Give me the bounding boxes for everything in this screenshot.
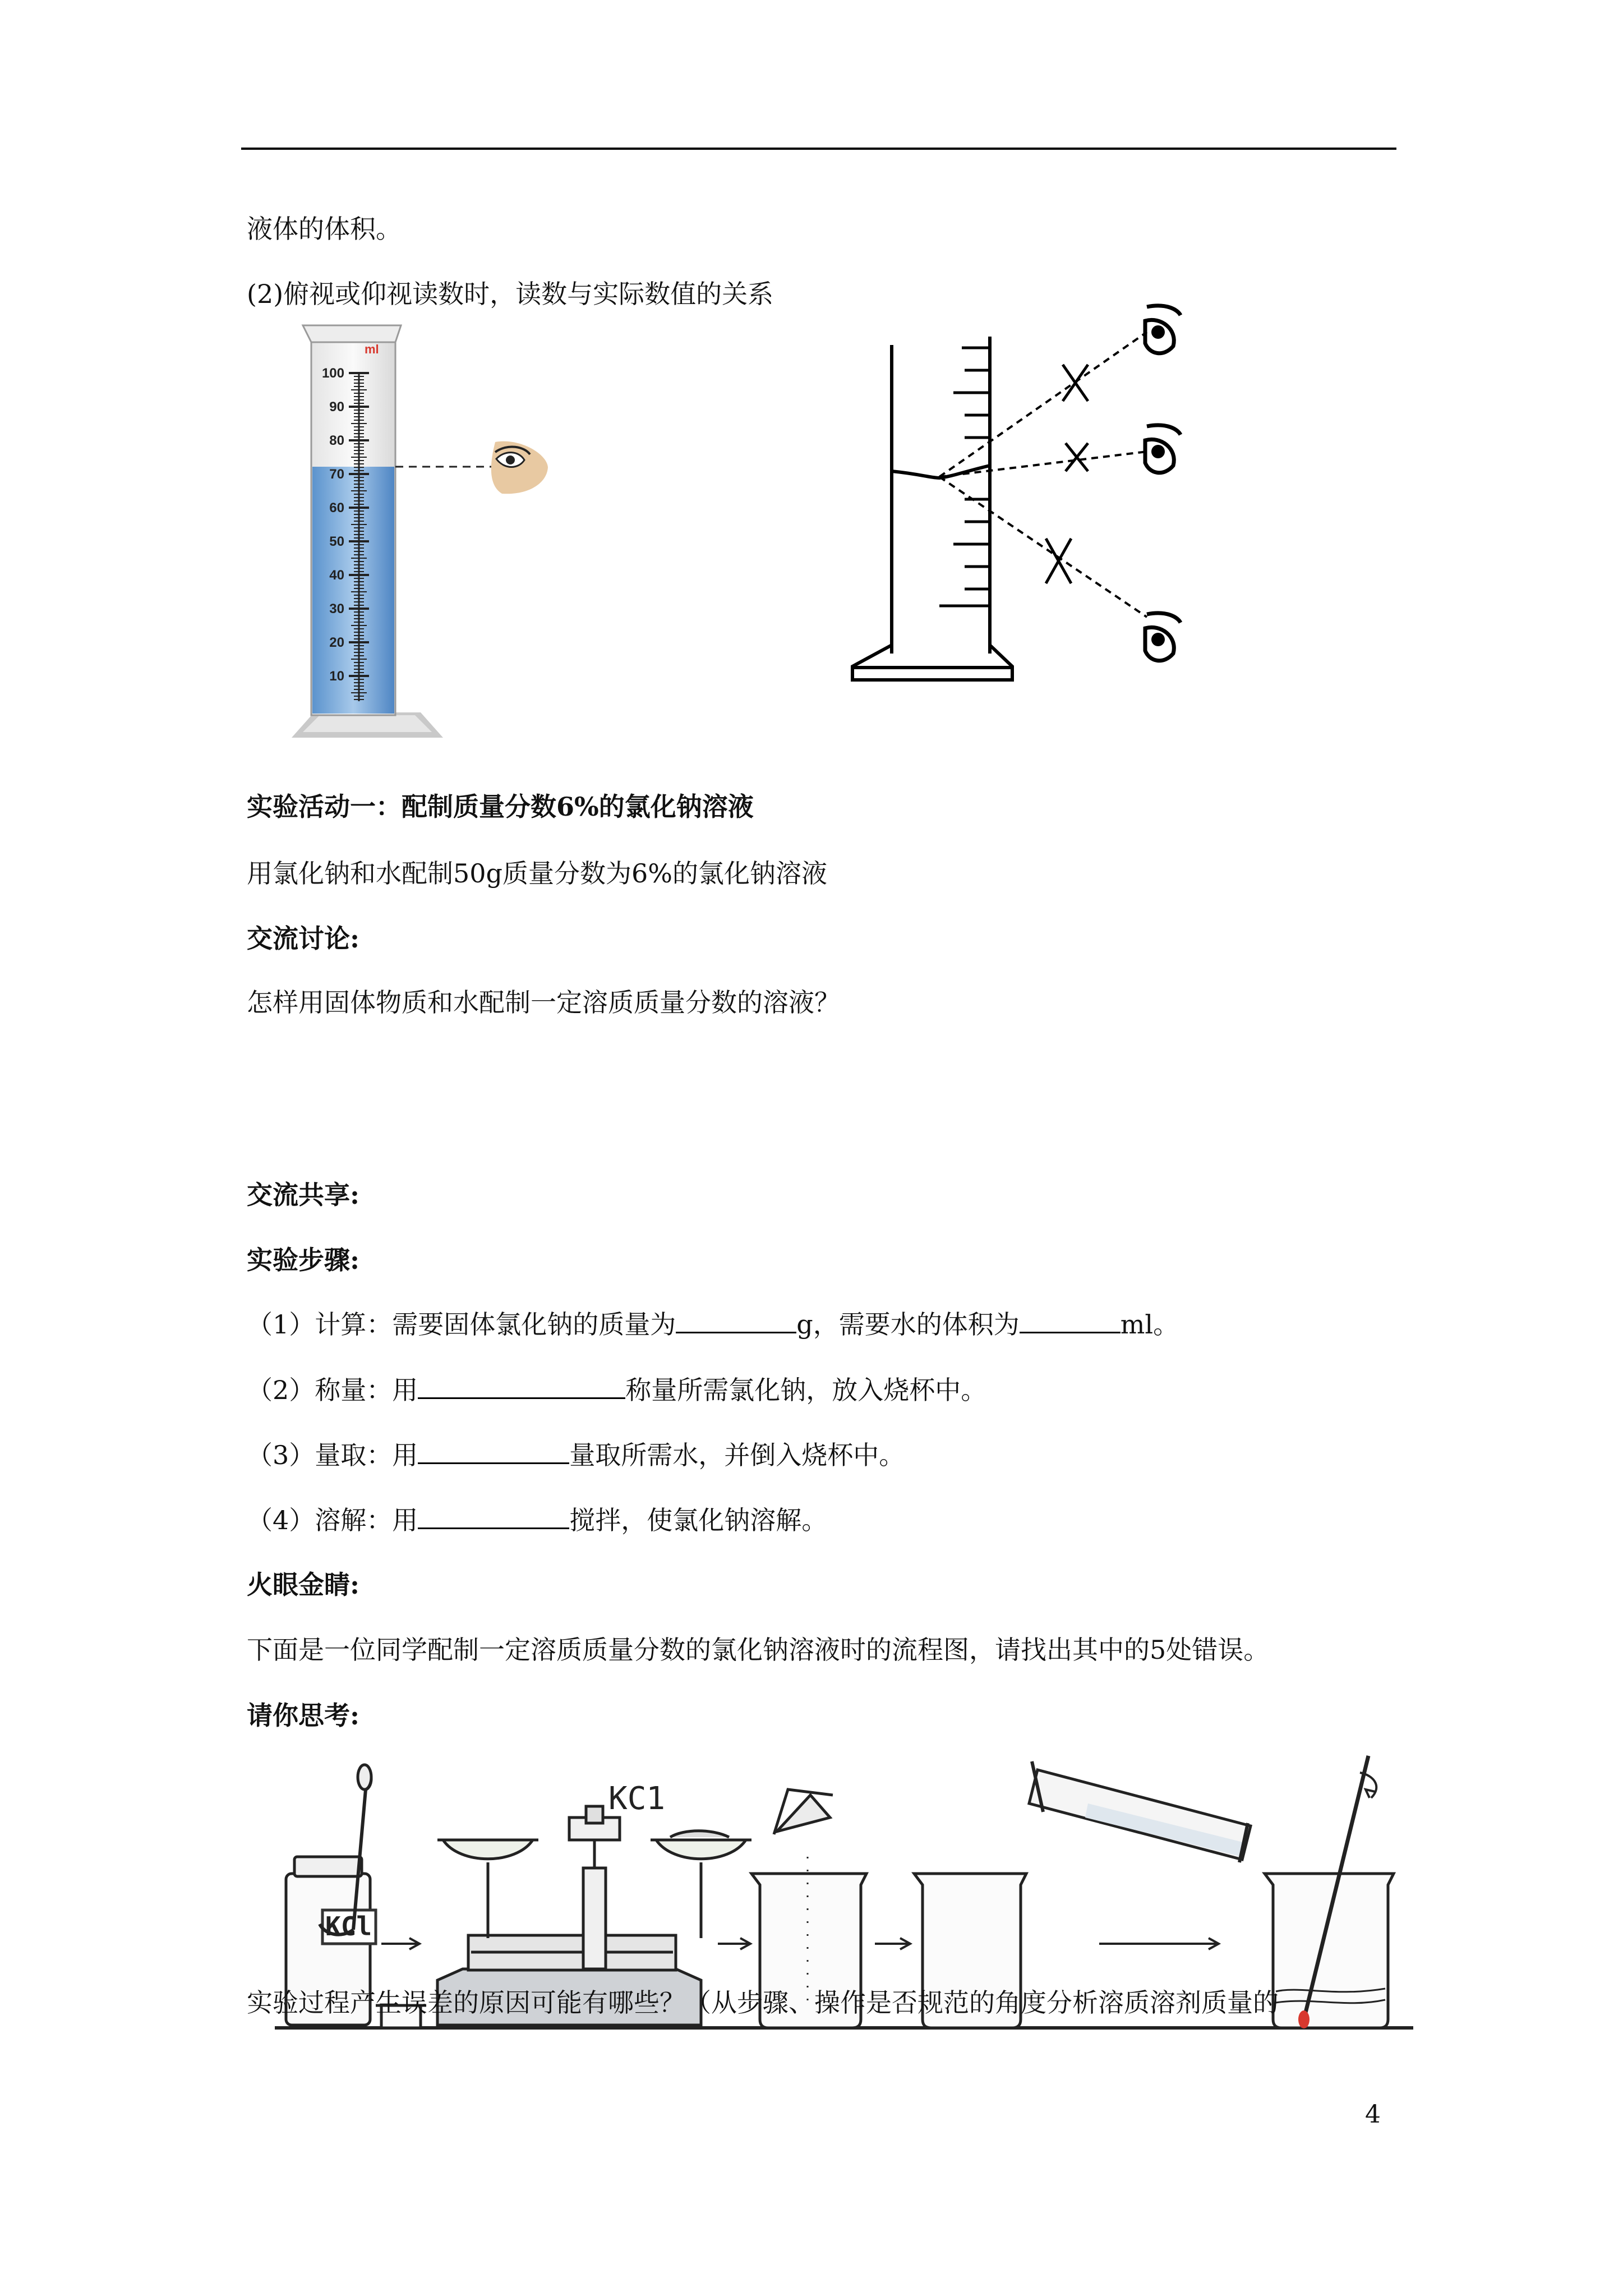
answer-blank[interactable] [1020, 1307, 1121, 1333]
jar-label: KCl [325, 1911, 372, 1941]
step-calculate [247, 1307, 1179, 1341]
step-text: g，需要水的体积为 [796, 1309, 1020, 1340]
balance-label: KC1 [608, 1780, 666, 1817]
cylinder-tick-label: 10 [329, 669, 344, 684]
heading-activity-one: 实验活动一：配制质量分数6%的氯化钠溶液 [247, 792, 754, 822]
header-rule [241, 148, 1396, 150]
step-weigh [247, 1373, 986, 1407]
text-line: 怎样用固体物质和水配制一定溶质质量分数的溶液？ [247, 987, 840, 1018]
pouring-cylinder [1029, 1761, 1251, 1862]
text-line: 下面是一位同学配制一定溶质质量分数的氯化钠溶液时的流程图，请找出其中的5处错误。 [247, 1635, 1270, 1665]
heading-sharp-eyes: 火眼金睛: [247, 1570, 359, 1600]
step-text: 量取所需水，并倒入烧杯中。 [569, 1440, 905, 1470]
cylinder-tick-label: 90 [329, 399, 344, 415]
reading-angle-diagram [841, 280, 1217, 707]
heading-sharing: 交流共享: [247, 1180, 359, 1210]
answer-blank[interactable] [676, 1307, 796, 1333]
cylinder-tick-label: 40 [329, 568, 344, 583]
text-line: (2)俯视或仰视读数时，读数与实际数值的关系 [247, 279, 774, 309]
heading-discussion: 交流讨论: [247, 923, 359, 954]
answer-blank[interactable] [418, 1438, 569, 1464]
step-text: （3）量取：用 [247, 1440, 418, 1470]
text-line: 实验过程产生误差的原因可能有哪些？（从步骤、操作是否规范的角度分析溶质溶剂质量的 [247, 1987, 1279, 2018]
cylinder-tick-label: 20 [329, 635, 344, 650]
eye-icon [491, 441, 548, 494]
cylinder-tick-label: 50 [329, 534, 344, 549]
beaker-with-thermometer [1265, 1756, 1394, 2028]
eye-icon-bottom [1145, 613, 1181, 661]
page-number: 4 [1365, 2100, 1381, 2129]
eye-icon-top [1145, 306, 1181, 353]
answer-blank[interactable] [418, 1373, 625, 1399]
cylinder-tick-label: 60 [329, 500, 344, 516]
text-line: 用氯化钠和水配制50g质量分数为6%的氯化钠溶液 [247, 858, 827, 889]
text-line: 液体的体积。 [247, 214, 402, 244]
cylinder-unit-label: ml [365, 342, 379, 356]
graduated-cylinder-figure [280, 320, 572, 752]
cylinder-tick-label: 30 [329, 601, 344, 616]
step-text: ml。 [1120, 1309, 1179, 1340]
cylinder-tick-label: 80 [329, 433, 344, 448]
step-text: 搅拌，使氯化钠溶解。 [569, 1505, 828, 1535]
step-dissolve [247, 1503, 827, 1537]
cylinder-tick-label: 70 [329, 467, 344, 482]
answer-blank[interactable] [418, 1503, 569, 1529]
step-text: 称量所需氯化钠，放入烧杯中。 [625, 1375, 987, 1405]
step-text: （4）溶解：用 [247, 1505, 418, 1535]
cylinder-tick-label: 100 [321, 366, 344, 381]
heading-steps: 实验步骤: [247, 1245, 359, 1275]
eye-icon-middle [1145, 425, 1181, 473]
step-text: （2）称量：用 [247, 1375, 418, 1405]
step-measure [247, 1438, 905, 1472]
heading-think: 请你思考: [247, 1700, 359, 1731]
step-text: （1）计算：需要固体氯化钠的质量为 [247, 1309, 676, 1340]
